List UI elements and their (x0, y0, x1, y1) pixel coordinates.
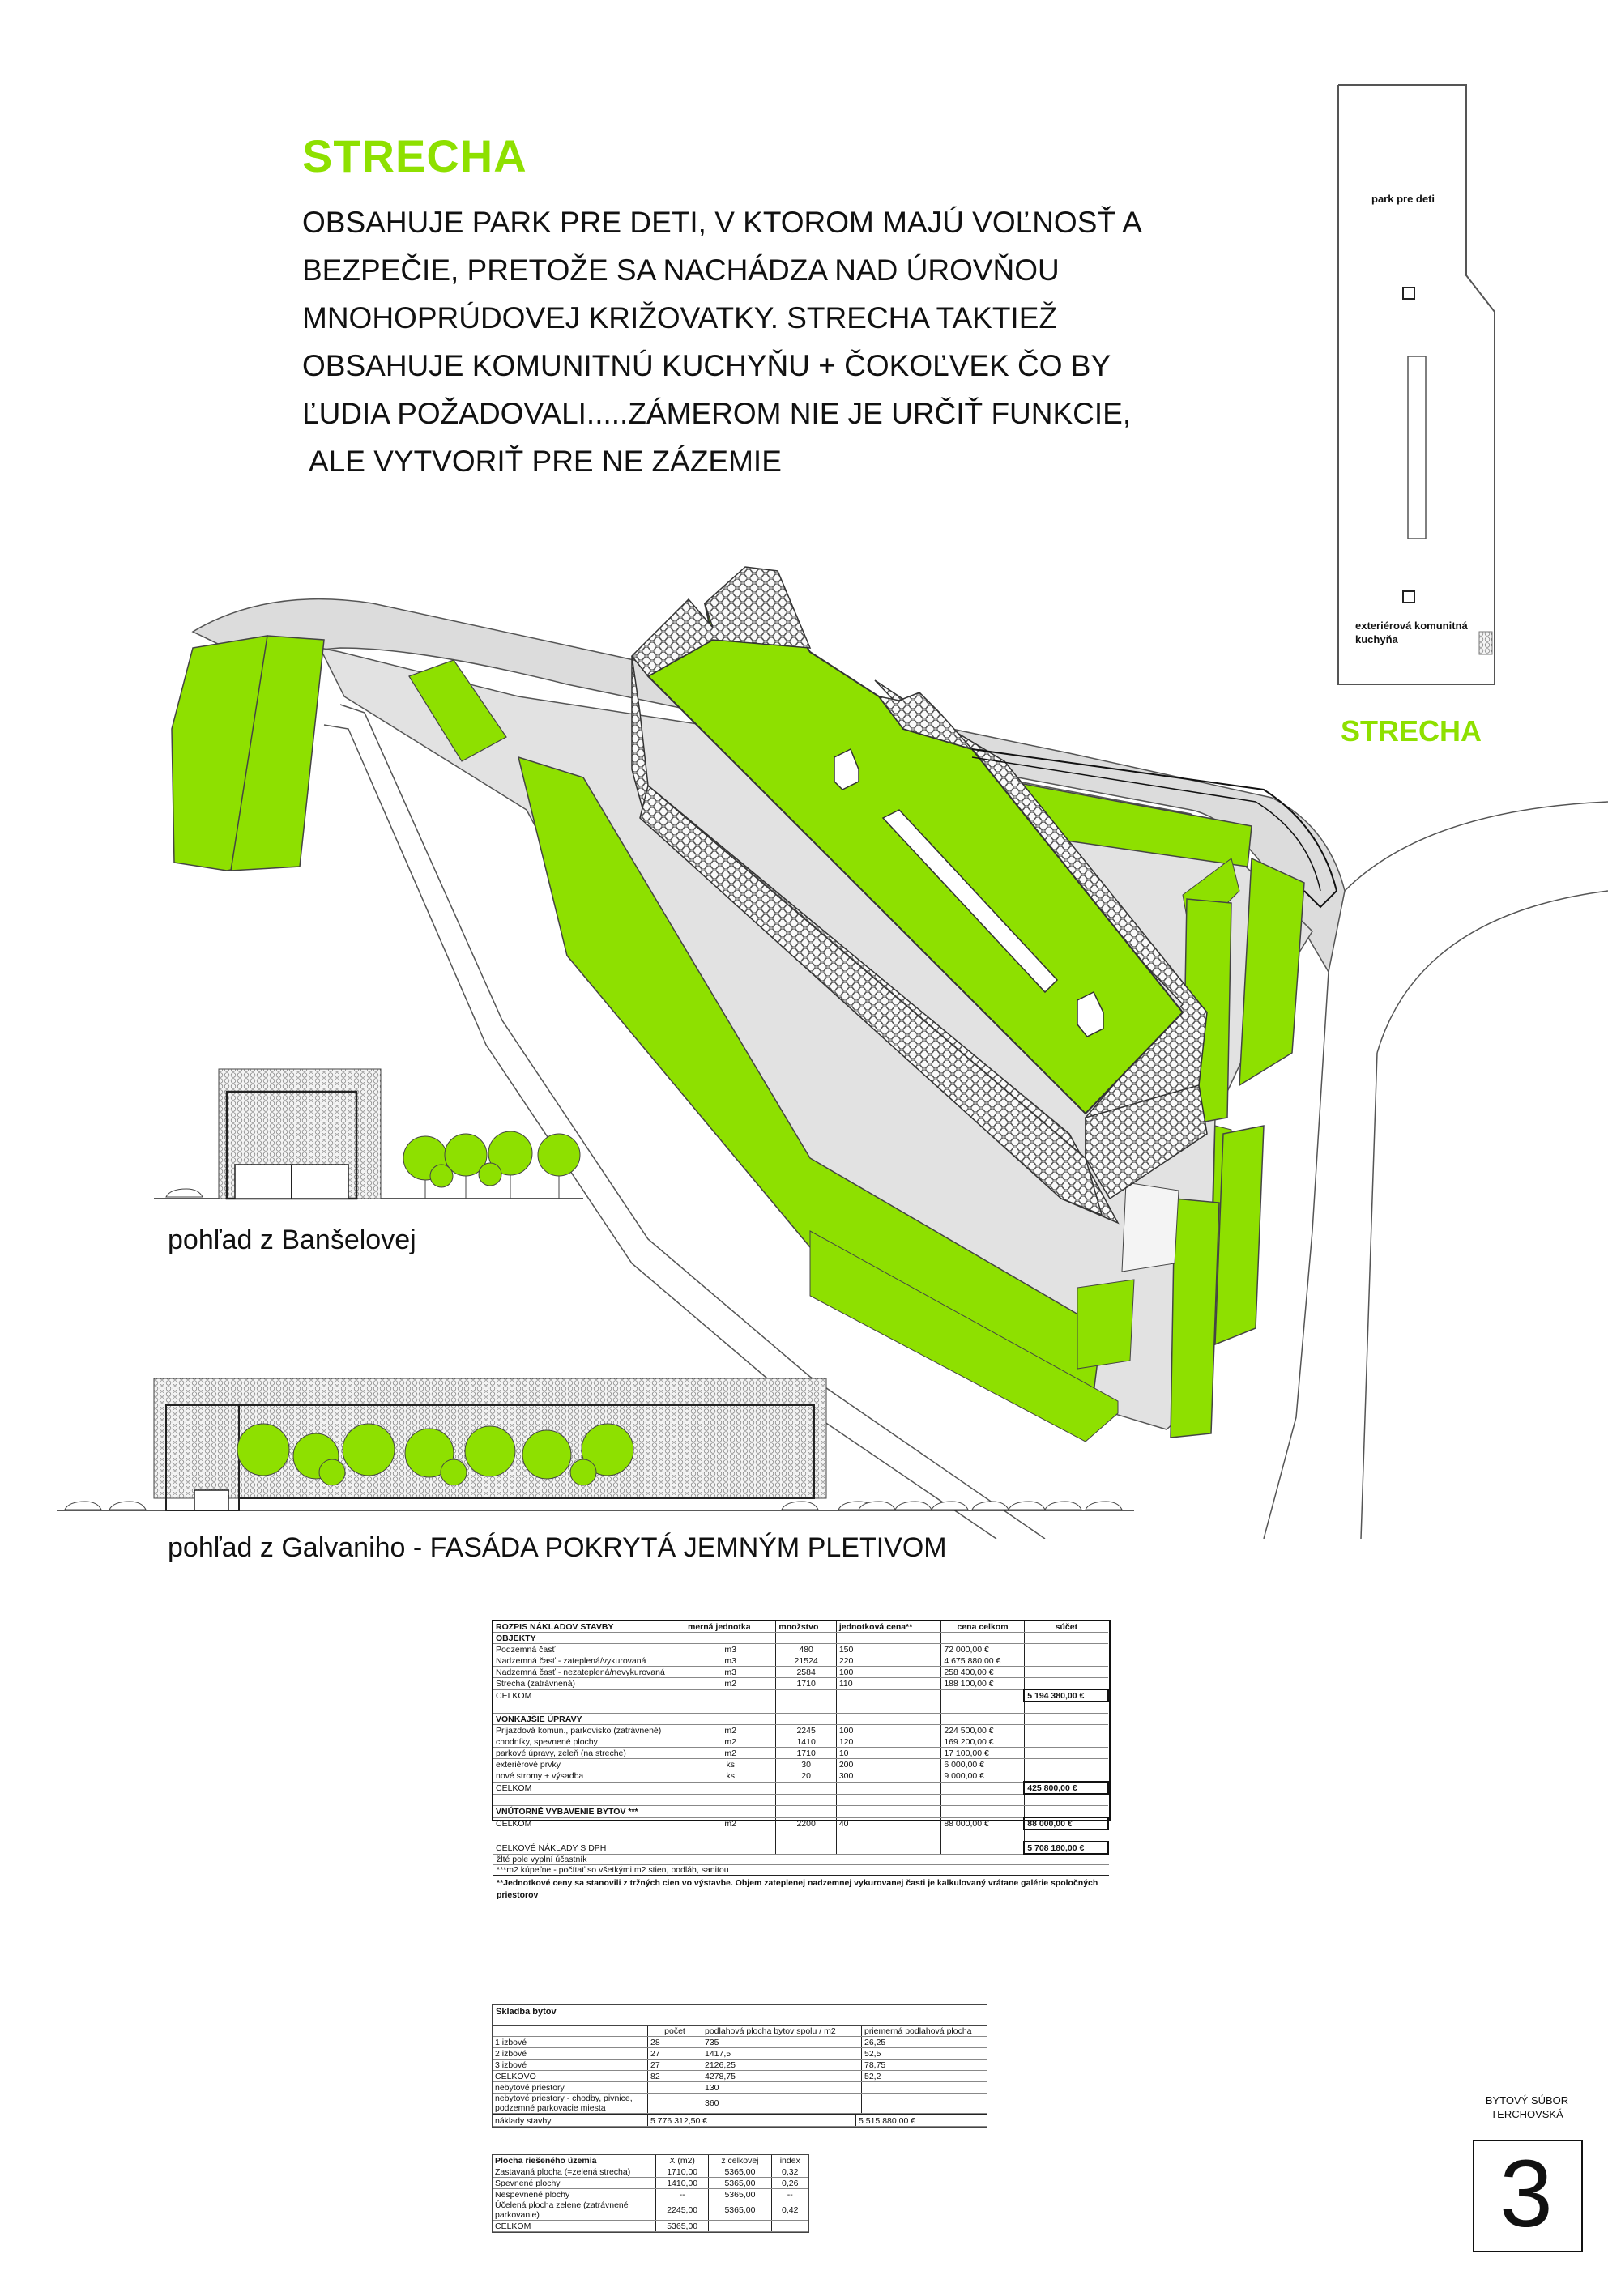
table-cell: 2 izbové (493, 2048, 648, 2060)
table-cell: 2245 (776, 1725, 836, 1736)
table-row (493, 1633, 1108, 1644)
table-cell (685, 1689, 776, 1702)
table-cell (1024, 1759, 1108, 1770)
table-cell: m2 (685, 1678, 776, 1690)
table-cell: 9 000,00 € (941, 1770, 1024, 1783)
table-cell: 1710 (776, 1678, 836, 1690)
table-cell (685, 1842, 776, 1854)
table-cell: 480 (776, 1644, 836, 1655)
table-cell (771, 2221, 808, 2232)
flats-table (492, 2004, 987, 2128)
table-cell: Účelená plocha zelene (zatrávnené parkovanie) (493, 2200, 656, 2221)
cell: z celkovej (709, 2155, 771, 2166)
table-cell: 72 000,00 € (941, 1644, 1024, 1655)
table-row (493, 1714, 1108, 1725)
cell: počet (648, 2026, 702, 2037)
table-cell (493, 1702, 685, 1714)
table-cell (1024, 1678, 1108, 1690)
table-cell: CELKOVO (493, 2071, 648, 2082)
table-cell (1024, 1644, 1108, 1655)
cell: jednotková cena** (836, 1621, 940, 1633)
table-cell (941, 1689, 1024, 1702)
area-table (492, 2154, 809, 2233)
table-row (493, 2037, 987, 2048)
table-cell: Prijazdová komun., parkovisko (zatrávnené) (493, 1725, 685, 1736)
table-cell (862, 2094, 987, 2114)
table-cell: 2245,00 (656, 2200, 709, 2221)
table-cell: 27 (648, 2060, 702, 2071)
table-cell: 21524 (776, 1655, 836, 1667)
cell: súčet (1024, 1621, 1108, 1633)
cell (493, 2026, 648, 2037)
table-cell: nebytové priestory (493, 2082, 648, 2094)
table-cell: 52,2 (862, 2071, 987, 2082)
tree-icon (445, 1134, 487, 1199)
table-cell: 27 (648, 2048, 702, 2060)
table-cell: 20 (776, 1770, 836, 1783)
table-cell: Zastavaná plocha (=zelená strecha) (493, 2166, 656, 2178)
plan-label-kitchen-2: kuchyňa (1355, 633, 1398, 645)
table-cell (836, 1842, 940, 1854)
table-cell: 28 (648, 2037, 702, 2048)
table-cell: ks (685, 1759, 776, 1770)
plan-title: STRECHA (1341, 714, 1482, 748)
table-cell: 4 675 880,00 € (941, 1655, 1024, 1667)
table-cell (1024, 1830, 1108, 1842)
table-row (493, 1830, 1108, 1842)
table-row (493, 1678, 1108, 1690)
table-cell: 1 izbové (493, 2037, 648, 2048)
table-cell: 200 (836, 1759, 940, 1770)
caption-galvaniho: pohľad z Galvaniho - FASÁDA POKRYTÁ JEMNÝM PLETIVOM (168, 1532, 947, 1563)
table-row (493, 1702, 1108, 1714)
table-cell: nové stromy + výsadba (493, 1770, 685, 1783)
table-cell: 5 194 380,00 € (1024, 1689, 1108, 1702)
table-cell: 5365,00 (709, 2189, 771, 2200)
table-cell (685, 1782, 776, 1794)
table-cell: 6 000,00 € (941, 1759, 1024, 1770)
table-row (493, 2221, 808, 2232)
table-cell: 2126,25 (702, 2060, 862, 2071)
table-cell (1024, 1748, 1108, 1759)
table-cell: -- (771, 2189, 808, 2200)
table-cell: 0,42 (771, 2200, 808, 2221)
table-cell (836, 1806, 940, 1818)
table-cell (685, 1702, 776, 1714)
table-cell (776, 1794, 836, 1806)
table-cell (836, 1714, 940, 1725)
table-cell: Strecha (zatrávnená) (493, 1678, 685, 1690)
table-cell (685, 1830, 776, 1842)
table-row (493, 1667, 1108, 1678)
cell: X (m2) (656, 2155, 709, 2166)
page-title: STRECHA (302, 130, 527, 181)
table-row (493, 1759, 1108, 1770)
table-cell (776, 1842, 836, 1854)
cell: priemerná podlahová plocha (862, 2026, 987, 2037)
flats-table-title: Skladba bytov (493, 2005, 987, 2026)
table-cell: parkové úpravy, zeleň (na streche) (493, 1748, 685, 1759)
table-cell: 0,26 (771, 2178, 808, 2189)
table-cell: m2 (685, 1748, 776, 1759)
table-row (493, 2060, 987, 2071)
table-cell: CELKOVÉ NÁKLADY S DPH (493, 1842, 685, 1854)
cost-value: 5 776 312,50 € (648, 2115, 856, 2127)
table-cell (776, 1689, 836, 1702)
table-cell: 130 (702, 2082, 862, 2094)
table-cell: 300 (836, 1770, 940, 1783)
table-cell: 5 708 180,00 € (1024, 1842, 1108, 1854)
table-cell: -- (656, 2189, 709, 2200)
table-cell: nebytové priestory - chodby, pivnice, podzemné parkovacie miesta (493, 2094, 648, 2114)
table-row (493, 1644, 1108, 1655)
table-cell (941, 1794, 1024, 1806)
table-cell: m2 (685, 1736, 776, 1748)
table-cell (941, 1633, 1024, 1644)
table-cell: CELKOM (493, 2221, 656, 2232)
table-cell (836, 1633, 940, 1644)
table-cell (941, 1830, 1024, 1842)
elevation-banselova (146, 1061, 599, 1223)
cost-label: náklady stavby (493, 2115, 648, 2127)
table-cell: 0,32 (771, 2166, 808, 2178)
table-row (493, 1806, 1108, 1818)
table-cell: 120 (836, 1736, 940, 1748)
table-cell: 88 000,00 € (1024, 1817, 1108, 1830)
table-cell (776, 1633, 836, 1644)
table-row (493, 2200, 808, 2221)
table-cell: Nadzemná časť - nezateplená/nevykurovaná (493, 1667, 685, 1678)
table-row (493, 1794, 1108, 1806)
table-cell (685, 1794, 776, 1806)
sheet-number: 3 (1499, 2141, 1553, 2247)
table-cell: Nespevnené plochy (493, 2189, 656, 2200)
table-cell: 4278,75 (702, 2071, 862, 2082)
cell: množstvo (776, 1621, 836, 1633)
table-row (493, 2082, 987, 2094)
table-cell (1024, 1667, 1108, 1678)
table-row (493, 2189, 808, 2200)
table-cell: 1410,00 (656, 2178, 709, 2189)
table-cell: 40 (836, 1817, 940, 1830)
table-cell (776, 1806, 836, 1818)
table-cell: 258 400,00 € (941, 1667, 1024, 1678)
table-cell (1024, 1794, 1108, 1806)
table-cell (836, 1689, 940, 1702)
table-cell (685, 1806, 776, 1818)
table-cell: CELKOM (493, 1689, 685, 1702)
table-cell (1024, 1770, 1108, 1783)
table-cell: CELKOM (493, 1782, 685, 1794)
table-cell: 1710 (776, 1748, 836, 1759)
table-row (493, 1817, 1108, 1830)
table-cell: m2 (685, 1725, 776, 1736)
table-cell (1024, 1655, 1108, 1667)
table-cell (862, 2082, 987, 2094)
table-row (493, 1655, 1108, 1667)
table-row (493, 1736, 1108, 1748)
table-cell: 10 (836, 1748, 940, 1759)
table-cell: VNÚTORNÉ VYBAVENIE BYTOV *** (493, 1806, 685, 1818)
description-line: MNOHOPRÚDOVEJ KRIŽOVATKY. STRECHA TAKTIEŽ (302, 301, 1057, 334)
table-cell: 78,75 (862, 2060, 987, 2071)
cell: merná jednotka (685, 1621, 776, 1633)
table-cell: 360 (702, 2094, 862, 2114)
table-cell (1024, 1806, 1108, 1818)
table-cell: ks (685, 1770, 776, 1783)
table-cell: 735 (702, 2037, 862, 2048)
table-cell (941, 1806, 1024, 1818)
table-cell: Spevnené plochy (493, 2178, 656, 2189)
table-cell: 1410 (776, 1736, 836, 1748)
cell: ROZPIS NÁKLADOV STAVBY (493, 1621, 685, 1633)
table-row (493, 1782, 1108, 1794)
table-cell (493, 1794, 685, 1806)
table-cell: 88 000,00 € (941, 1817, 1024, 1830)
cost-note: žlté pole vyplní účastník (493, 1855, 1109, 1865)
table-cell (941, 1842, 1024, 1854)
table-cell: chodníky, spevnené plochy (493, 1736, 685, 1748)
cost-table-header (493, 1621, 1108, 1633)
table-cell (941, 1714, 1024, 1725)
table-cell (648, 2082, 702, 2094)
cost-table (492, 1620, 1111, 1900)
cost-footnote: **Jednotkové ceny sa stanovili z tržných cien vo výstavbe. Objem zateplenej nadzemnej vykurovanej časti je kalkulovaný vrátane galérie spoločných priestorov (497, 1878, 1098, 1900)
table-row (493, 1725, 1108, 1736)
table-cell (493, 1830, 685, 1842)
flats-table-header (493, 2026, 987, 2037)
plan-label-park: park pre deti (1371, 193, 1435, 205)
table-cell: 1710,00 (656, 2166, 709, 2178)
table-cell (776, 1714, 836, 1725)
table-cell: 2200 (776, 1817, 836, 1830)
table-cell: exteriérové prvky (493, 1759, 685, 1770)
table-row (493, 2166, 808, 2178)
table-row (493, 1748, 1108, 1759)
table-cell: 100 (836, 1725, 940, 1736)
table-cell: Nadzemná časť - zateplená/vykurovaná (493, 1655, 685, 1667)
project-label-line: BYTOVÝ SÚBOR (1485, 2094, 1569, 2106)
cell: Plocha riešeného územia (493, 2155, 656, 2166)
table-cell (1024, 1736, 1108, 1748)
table-cell (941, 1702, 1024, 1714)
table-cell: 5365,00 (709, 2178, 771, 2189)
project-label (1466, 2094, 1588, 2121)
table-cell: m3 (685, 1667, 776, 1678)
table-cell: OBJEKTY (493, 1633, 685, 1644)
cost-note: ***m2 kúpeľne - počítať so všetkými m2 stien, podláh, sanitou (493, 1865, 1109, 1876)
table-row (493, 2178, 808, 2189)
caption-banselova: pohľad z Banšelovej (168, 1225, 416, 1255)
table-cell (1024, 1725, 1108, 1736)
plan-label-kitchen: exteriérová komunitná (1355, 620, 1468, 632)
table-cell (685, 1714, 776, 1725)
table-cell (648, 2094, 702, 2114)
table-row (493, 1842, 1108, 1854)
description-line: ĽUDIA POŽADOVALI.....ZÁMEROM NIE JE URČIŤ FUNKCIE, (302, 397, 1132, 430)
table-cell: 82 (648, 2071, 702, 2082)
table-row (493, 2094, 987, 2114)
table-cell (836, 1782, 940, 1794)
table-cell: Podzemná časť (493, 1644, 685, 1655)
table-cell (776, 1830, 836, 1842)
cell: index (771, 2155, 808, 2166)
table-cell: 5365,00 (709, 2200, 771, 2221)
cell: podlahová plocha bytov spolu / m2 (702, 2026, 862, 2037)
table-row (493, 2071, 987, 2082)
table-row (493, 1770, 1108, 1783)
table-cell (941, 1782, 1024, 1794)
table-cell (1024, 1633, 1108, 1644)
table-cell: m2 (685, 1817, 776, 1830)
table-cell: 2584 (776, 1667, 836, 1678)
table-cell: 425 800,00 € (1024, 1782, 1108, 1794)
table-row (493, 1689, 1108, 1702)
table-cell: VONKAJŠIE ÚPRAVY (493, 1714, 685, 1725)
cell: cena celkom (941, 1621, 1024, 1633)
table-cell (776, 1702, 836, 1714)
table-cell: m3 (685, 1655, 776, 1667)
project-label-line: TERCHOVSKÁ (1491, 2108, 1563, 2120)
elevation-galvaniho (49, 1369, 1150, 1531)
description-line: ALE VYTVORIŤ PRE NE ZÁZEMIE (309, 445, 782, 478)
table-cell: 5365,00 (709, 2166, 771, 2178)
table-cell: 188 100,00 € (941, 1678, 1024, 1690)
table-cell: 110 (836, 1678, 940, 1690)
table-cell (1024, 1702, 1108, 1714)
table-cell (1024, 1714, 1108, 1725)
table-cell (836, 1702, 940, 1714)
description-line: BEZPEČIE, PRETOŽE SA NACHÁDZA NAD ÚROVŇOU (302, 253, 1060, 287)
table-cell: 26,25 (862, 2037, 987, 2048)
table-cell (776, 1782, 836, 1794)
table-cell: 3 izbové (493, 2060, 648, 2071)
table-cell: 224 500,00 € (941, 1725, 1024, 1736)
tree-icon (538, 1134, 580, 1199)
table-cell (836, 1794, 940, 1806)
table-cell: 17 100,00 € (941, 1748, 1024, 1759)
table-cell: 100 (836, 1667, 940, 1678)
cost-value: 5 515 880,00 € (856, 2115, 987, 2127)
description-line: OBSAHUJE KOMUNITNÚ KUCHYŇU + ČOKOĽVEK ČO BY (302, 349, 1111, 382)
table-cell: 52,5 (862, 2048, 987, 2060)
table-cell: 5365,00 (656, 2221, 709, 2232)
table-cell (685, 1633, 776, 1644)
table-cell: 1417,5 (702, 2048, 862, 2060)
table-cell (709, 2221, 771, 2232)
table-cell: m3 (685, 1644, 776, 1655)
table-cell: CELKOM (493, 1817, 685, 1830)
table-cell: 220 (836, 1655, 940, 1667)
table-cell (836, 1830, 940, 1842)
area-table-header (493, 2155, 808, 2166)
table-row (493, 2048, 987, 2060)
table-cell: 30 (776, 1759, 836, 1770)
description-line: OBSAHUJE PARK PRE DETI, V KTOROM MAJÚ VOĽNOSŤ A (302, 206, 1142, 239)
table-cell: 169 200,00 € (941, 1736, 1024, 1748)
table-cell: 150 (836, 1644, 940, 1655)
